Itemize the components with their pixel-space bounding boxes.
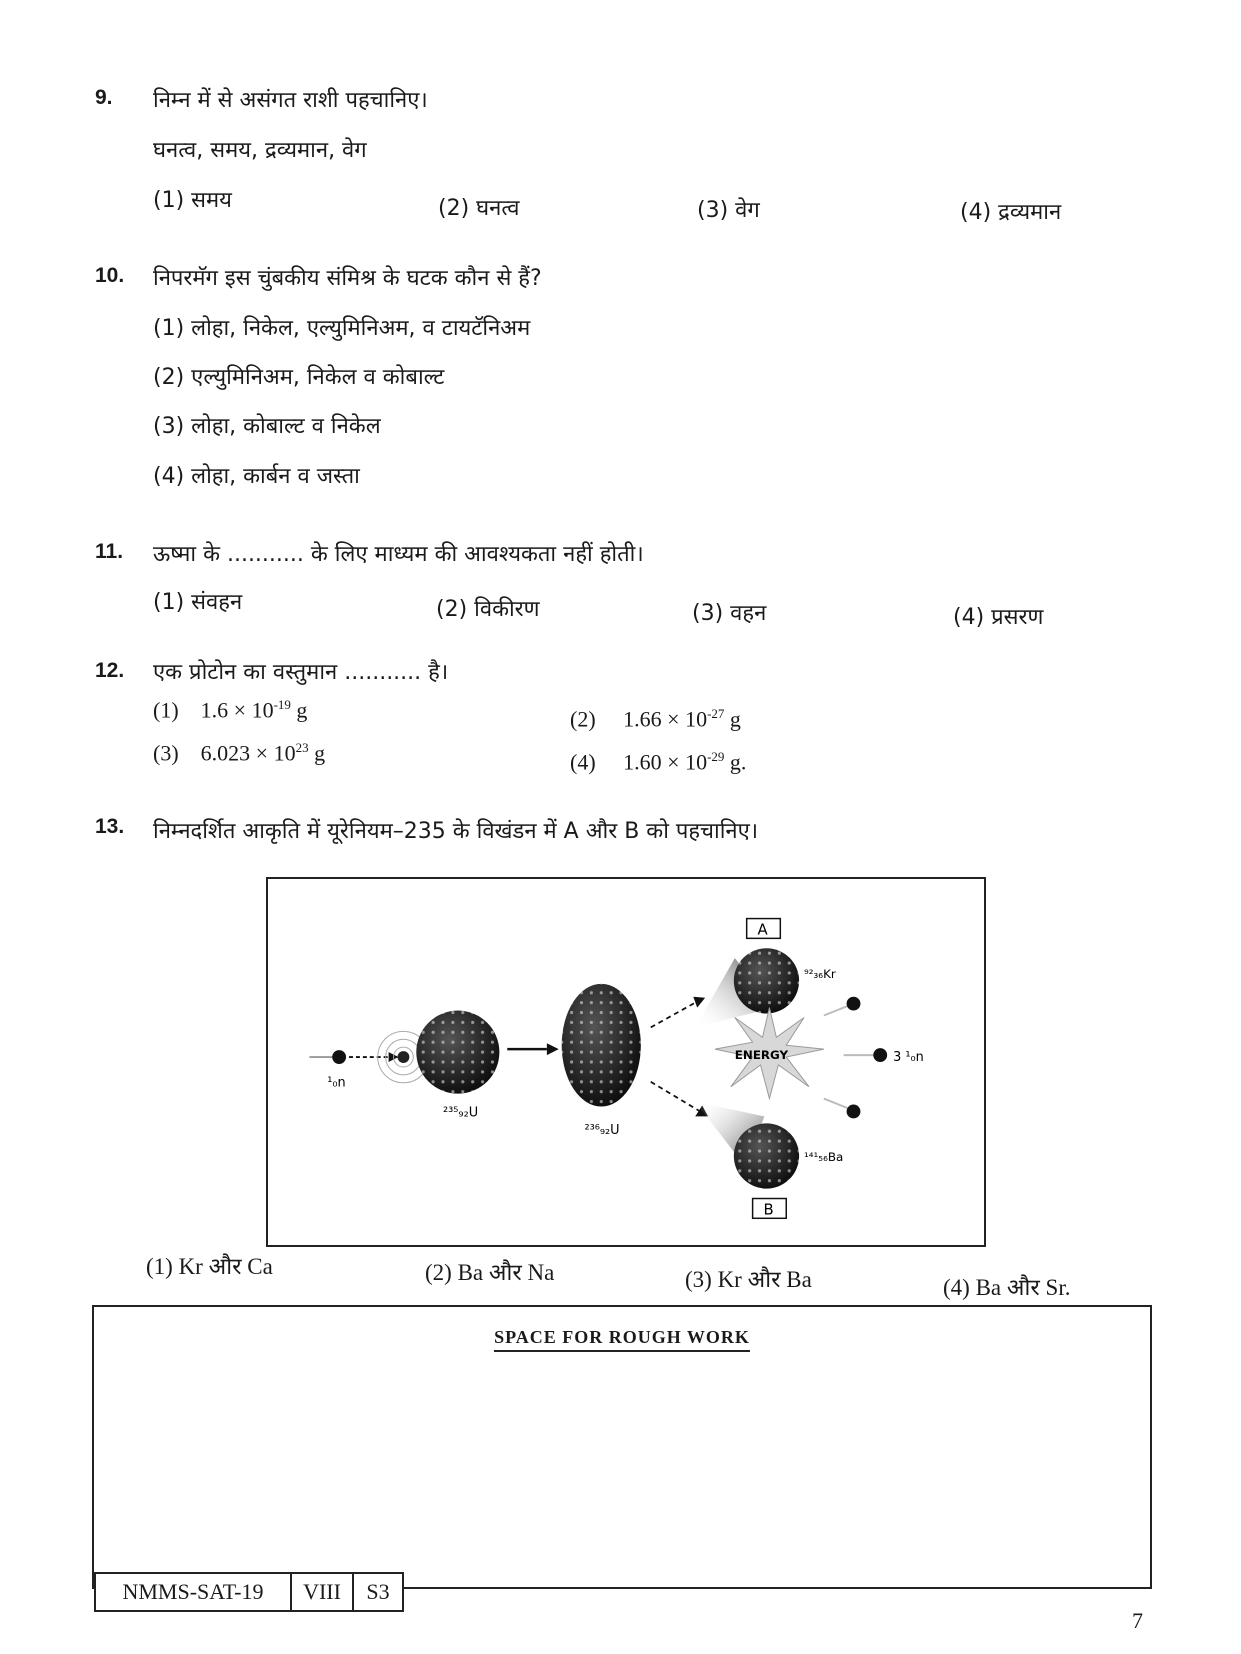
question-13-option-3: (3) Kr और Ba [685, 1267, 812, 1292]
uranium-235-nucleus [416, 1011, 499, 1094]
label-a: A [757, 921, 768, 939]
neutrons-out-label: 3 ¹₀n [893, 1050, 924, 1066]
question-12-option-3 [153, 740, 325, 766]
question-10-number: 10. [95, 264, 125, 287]
question-10-option-3: (3) लोहा, कोबाल्ट व निकेल [153, 414, 381, 439]
question-9-option-2: (2) घनत्व [438, 196, 520, 221]
question-9-text: निम्न में से असंगत राशी पहचानिए। [153, 88, 428, 113]
question-11-text: ऊष्मा के ........... के लिए माध्यम की आवश्यकता नहीं होती। [153, 542, 644, 567]
question-12-text: एक प्रोटोन का वस्तुमान ........... है। [153, 660, 449, 685]
question-9-option-4: (4) द्रव्यमान [960, 200, 1062, 225]
option-mantissa: 1.60 × 10 [623, 749, 708, 775]
option-exponent: -29 [707, 749, 725, 764]
question-13-option-4: (4) Ba और Sr. [943, 1275, 1071, 1300]
neutron-label: ¹₀n [327, 1075, 346, 1091]
u235-label: ²³⁵₉₂U [443, 1105, 479, 1121]
krypton-fragment [695, 948, 799, 1027]
question-9-option-1: (1) समय [153, 188, 232, 213]
option-mantissa: 1.66 × 10 [623, 706, 708, 732]
reaction-arrow [507, 1043, 558, 1055]
option-exponent: -27 [707, 706, 725, 721]
option-number: (1) [153, 697, 179, 723]
option-mantissa: 1.6 × 10 [200, 697, 274, 723]
question-13-text: निम्नदर्शित आकृति में यूरेनियम–235 के विखंडन में A और B को पहचानिए। [153, 819, 759, 844]
question-9-number: 9. [95, 86, 113, 109]
option-unit: g [314, 740, 326, 766]
question-12-option-2 [570, 706, 741, 732]
product-arrows [651, 1003, 700, 1112]
question-12-option-4 [570, 749, 746, 775]
footer-code-set: S3 [352, 1572, 404, 1612]
ba-label: ¹⁴¹₅₆Ba [804, 1149, 844, 1164]
option-number: (2) [570, 706, 596, 732]
rough-work-box [92, 1305, 1152, 1589]
page-number: 7 [1132, 1608, 1143, 1633]
question-13-number: 13. [95, 815, 125, 838]
question-11-number: 11. [95, 540, 124, 563]
question-9-subtext: घनत्व, समय, द्रव्यमान, वेग [153, 138, 367, 163]
question-10-option-1: (1) लोहा, निकेल, एल्युमिनिअम, व टायटॅनिअम [153, 316, 531, 341]
question-12-number: 12. [95, 659, 125, 682]
option-number: (3) [153, 740, 179, 766]
question-11-option-1: (1) संवहन [153, 590, 243, 615]
question-9-option-3: (3) वेग [697, 198, 760, 223]
option-unit: g [296, 697, 308, 723]
rough-work-title: SPACE FOR ROUGH WORK [494, 1327, 750, 1352]
energy-label: ENERGY [734, 1048, 789, 1063]
question-10-option-4: (4) लोहा, कार्बन व जस्ता [153, 464, 360, 489]
question-10-option-2: (2) एल्युमिनिअम, निकेल व कोबाल्ट [153, 365, 445, 390]
kr-label: ⁹²₃₆Kr [804, 966, 836, 981]
option-unit: g [729, 706, 741, 732]
option-mantissa: 6.023 × 10 [200, 740, 296, 766]
u236-label: ²³⁶₉₂U [584, 1123, 620, 1139]
option-exponent: 23 [295, 740, 309, 755]
incoming-neutron [309, 1050, 398, 1064]
question-13-option-2: (2) Ba और Na [425, 1260, 555, 1285]
footer-code-exam: NMMS-SAT-19 [94, 1572, 292, 1612]
footer-code-class: VIII [290, 1572, 354, 1612]
question-13-option-1: (1) Kr और Ca [146, 1254, 273, 1279]
question-10-text: निपरमॅग इस चुंबकीय संमिश्र के घटक कौन से हैं? [153, 266, 542, 291]
option-exponent: -19 [273, 697, 291, 712]
question-11-option-3: (3) वहन [692, 601, 767, 626]
question-11-option-2: (2) विकीरण [436, 597, 540, 622]
label-b: B [763, 1201, 774, 1219]
option-number: (4) [570, 749, 596, 775]
fission-diagram [266, 877, 986, 1247]
uranium-236-nucleus [562, 984, 641, 1107]
question-12-option-1 [153, 697, 307, 723]
question-11-option-4: (4) प्रसरण [953, 605, 1044, 630]
barium-fragment [695, 1102, 799, 1189]
released-neutrons [824, 997, 887, 1119]
option-unit: g. [729, 749, 747, 775]
